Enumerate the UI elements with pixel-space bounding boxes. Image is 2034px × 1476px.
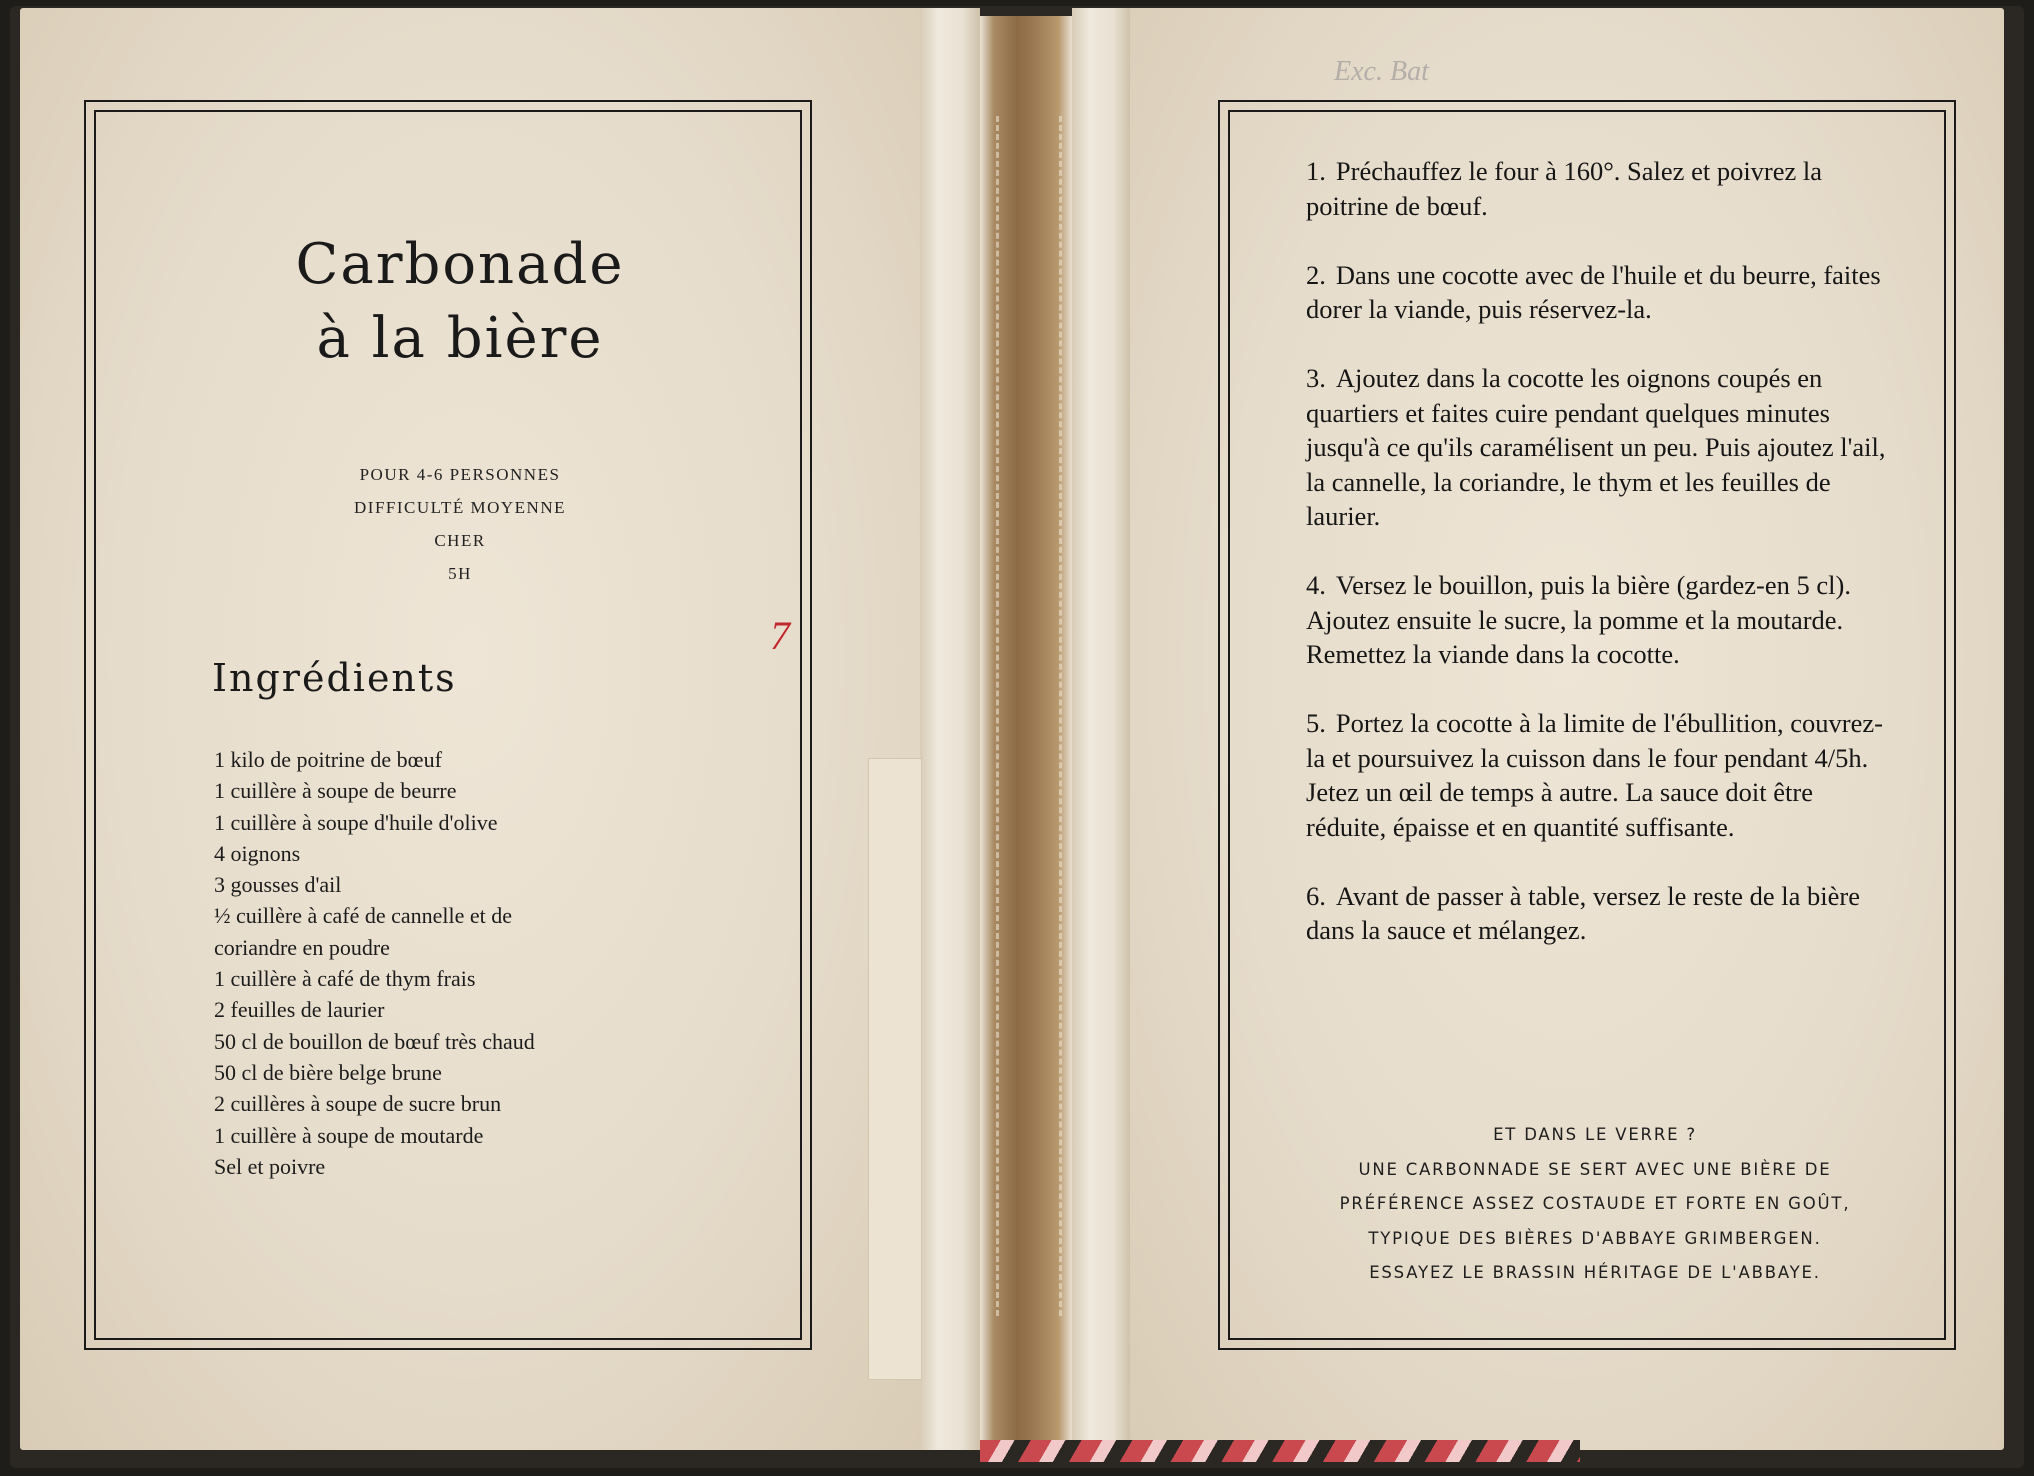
recipe-title	[190, 228, 730, 376]
ingredient-item: 50 cl de bouillon de bœuf très chaud	[214, 1028, 535, 1054]
ingredient-item: coriandre en poudre	[214, 934, 390, 960]
right-hinge	[1072, 8, 1130, 1450]
step-3	[1306, 361, 1886, 534]
ingredient-item: Sel et poivre	[214, 1153, 326, 1179]
book-spine	[980, 16, 1072, 1446]
pairing-note-line: TYPIQUE DES BIÈRES D'ABBAYE GRIMBERGEN.	[1368, 1228, 1822, 1248]
ingredient-item: 3 gousses d'ail	[214, 872, 342, 898]
duration: 5H	[448, 564, 472, 583]
pencil-annotation: Exc. Bat	[1334, 56, 1429, 87]
pairing-note	[1300, 1118, 1890, 1291]
ingredient-item: 50 cl de bière belge brune	[214, 1059, 442, 1085]
step-number: 5.	[1306, 708, 1326, 738]
recipe-meta	[300, 458, 620, 590]
step-number: 4.	[1306, 570, 1326, 600]
step-text: Ajoutez dans la cocotte les oignons coupés en quartiers et faites cuire pendant quelques minutes jusqu'à ce qu'ils caramélisent un peu. Puis ajoutez l'ail, la cannelle, la coriandre, le thym et les feuilles de laurier.	[1306, 363, 1886, 531]
step-5	[1306, 706, 1886, 844]
step-text: Portez la cocotte à la limite de l'ébullition, couvrez-la et poursuivez la cuisson dans le four pendant 4/5h. Jetez un œil de temps à autre. La sauce doit être réduite, épaisse et en quantité suffisante.	[1306, 708, 1883, 842]
ingredients-list	[214, 744, 814, 1182]
step-text: Avant de passer à table, versez le reste de la bière dans la sauce et mélangez.	[1306, 880, 1860, 945]
ingredient-item: 1 cuillère à café de thym frais	[214, 966, 476, 992]
handwritten-margin-mark: 7	[770, 613, 790, 658]
recipe-title-line1: Carbonade	[295, 232, 625, 297]
recipe-title-line2: à la bière	[316, 306, 604, 371]
ingredients-heading: Ingrédients	[212, 656, 457, 700]
step-6	[1306, 879, 1886, 948]
step-2	[1306, 258, 1886, 327]
step-number: 6.	[1306, 880, 1326, 911]
step-number: 3.	[1306, 363, 1326, 393]
step-4	[1306, 568, 1886, 672]
ingredient-item: ½ cuillère à café de cannelle et de	[214, 903, 513, 929]
ingredient-item: 1 cuillère à soupe de moutarde	[214, 1122, 484, 1148]
step-text: Versez le bouillon, puis la bière (gardez-en 5 cl). Ajoutez ensuite le sucre, la pomme et la moutarde. Remettez la viande dans la cocotte.	[1306, 570, 1851, 669]
pairing-note-heading: ET DANS LE VERRE ?	[1493, 1125, 1697, 1144]
cover-edge-pattern	[980, 1440, 1580, 1462]
cost: CHER	[434, 531, 486, 550]
pairing-note-line: PRÉFÉRENCE ASSEZ COSTAUDE ET FORTE EN GOÛT,	[1339, 1194, 1851, 1213]
instructions	[1306, 154, 1886, 982]
step-text: Préchauffez le four à 160°. Salez et poivrez la poitrine de bœuf.	[1306, 156, 1823, 221]
spine-fray	[996, 116, 1062, 1316]
ingredient-item: 1 cuillère à soupe de beurre	[214, 778, 457, 804]
ingredient-item: 1 kilo de poitrine de bœuf	[214, 747, 442, 772]
paper-tab	[868, 758, 922, 1380]
ingredient-item: 2 cuillères à soupe de sucre brun	[214, 1091, 502, 1117]
step-1	[1306, 154, 1886, 223]
ingredient-item: 4 oignons	[214, 840, 301, 866]
servings: POUR 4-6 PERSONNES	[359, 465, 561, 484]
pairing-note-line: ESSAYEZ LE BRASSIN HÉRITAGE DE L'ABBAYE.	[1369, 1263, 1821, 1282]
ingredient-item: 1 cuillère à soupe d'huile d'olive	[214, 809, 498, 835]
step-number: 1.	[1306, 156, 1326, 186]
pairing-note-line: UNE CARBONNADE SE SERT AVEC UNE BIÈRE DE	[1358, 1159, 1832, 1179]
left-hinge	[920, 8, 980, 1450]
difficulty: DIFFICULTÉ MOYENNE	[354, 498, 566, 517]
step-text: Dans une cocotte avec de l'huile et du beurre, faites dorer la viande, puis réservez-la.	[1306, 259, 1881, 324]
ingredient-item: 2 feuilles de laurier	[214, 997, 385, 1023]
step-number: 2.	[1306, 259, 1326, 290]
